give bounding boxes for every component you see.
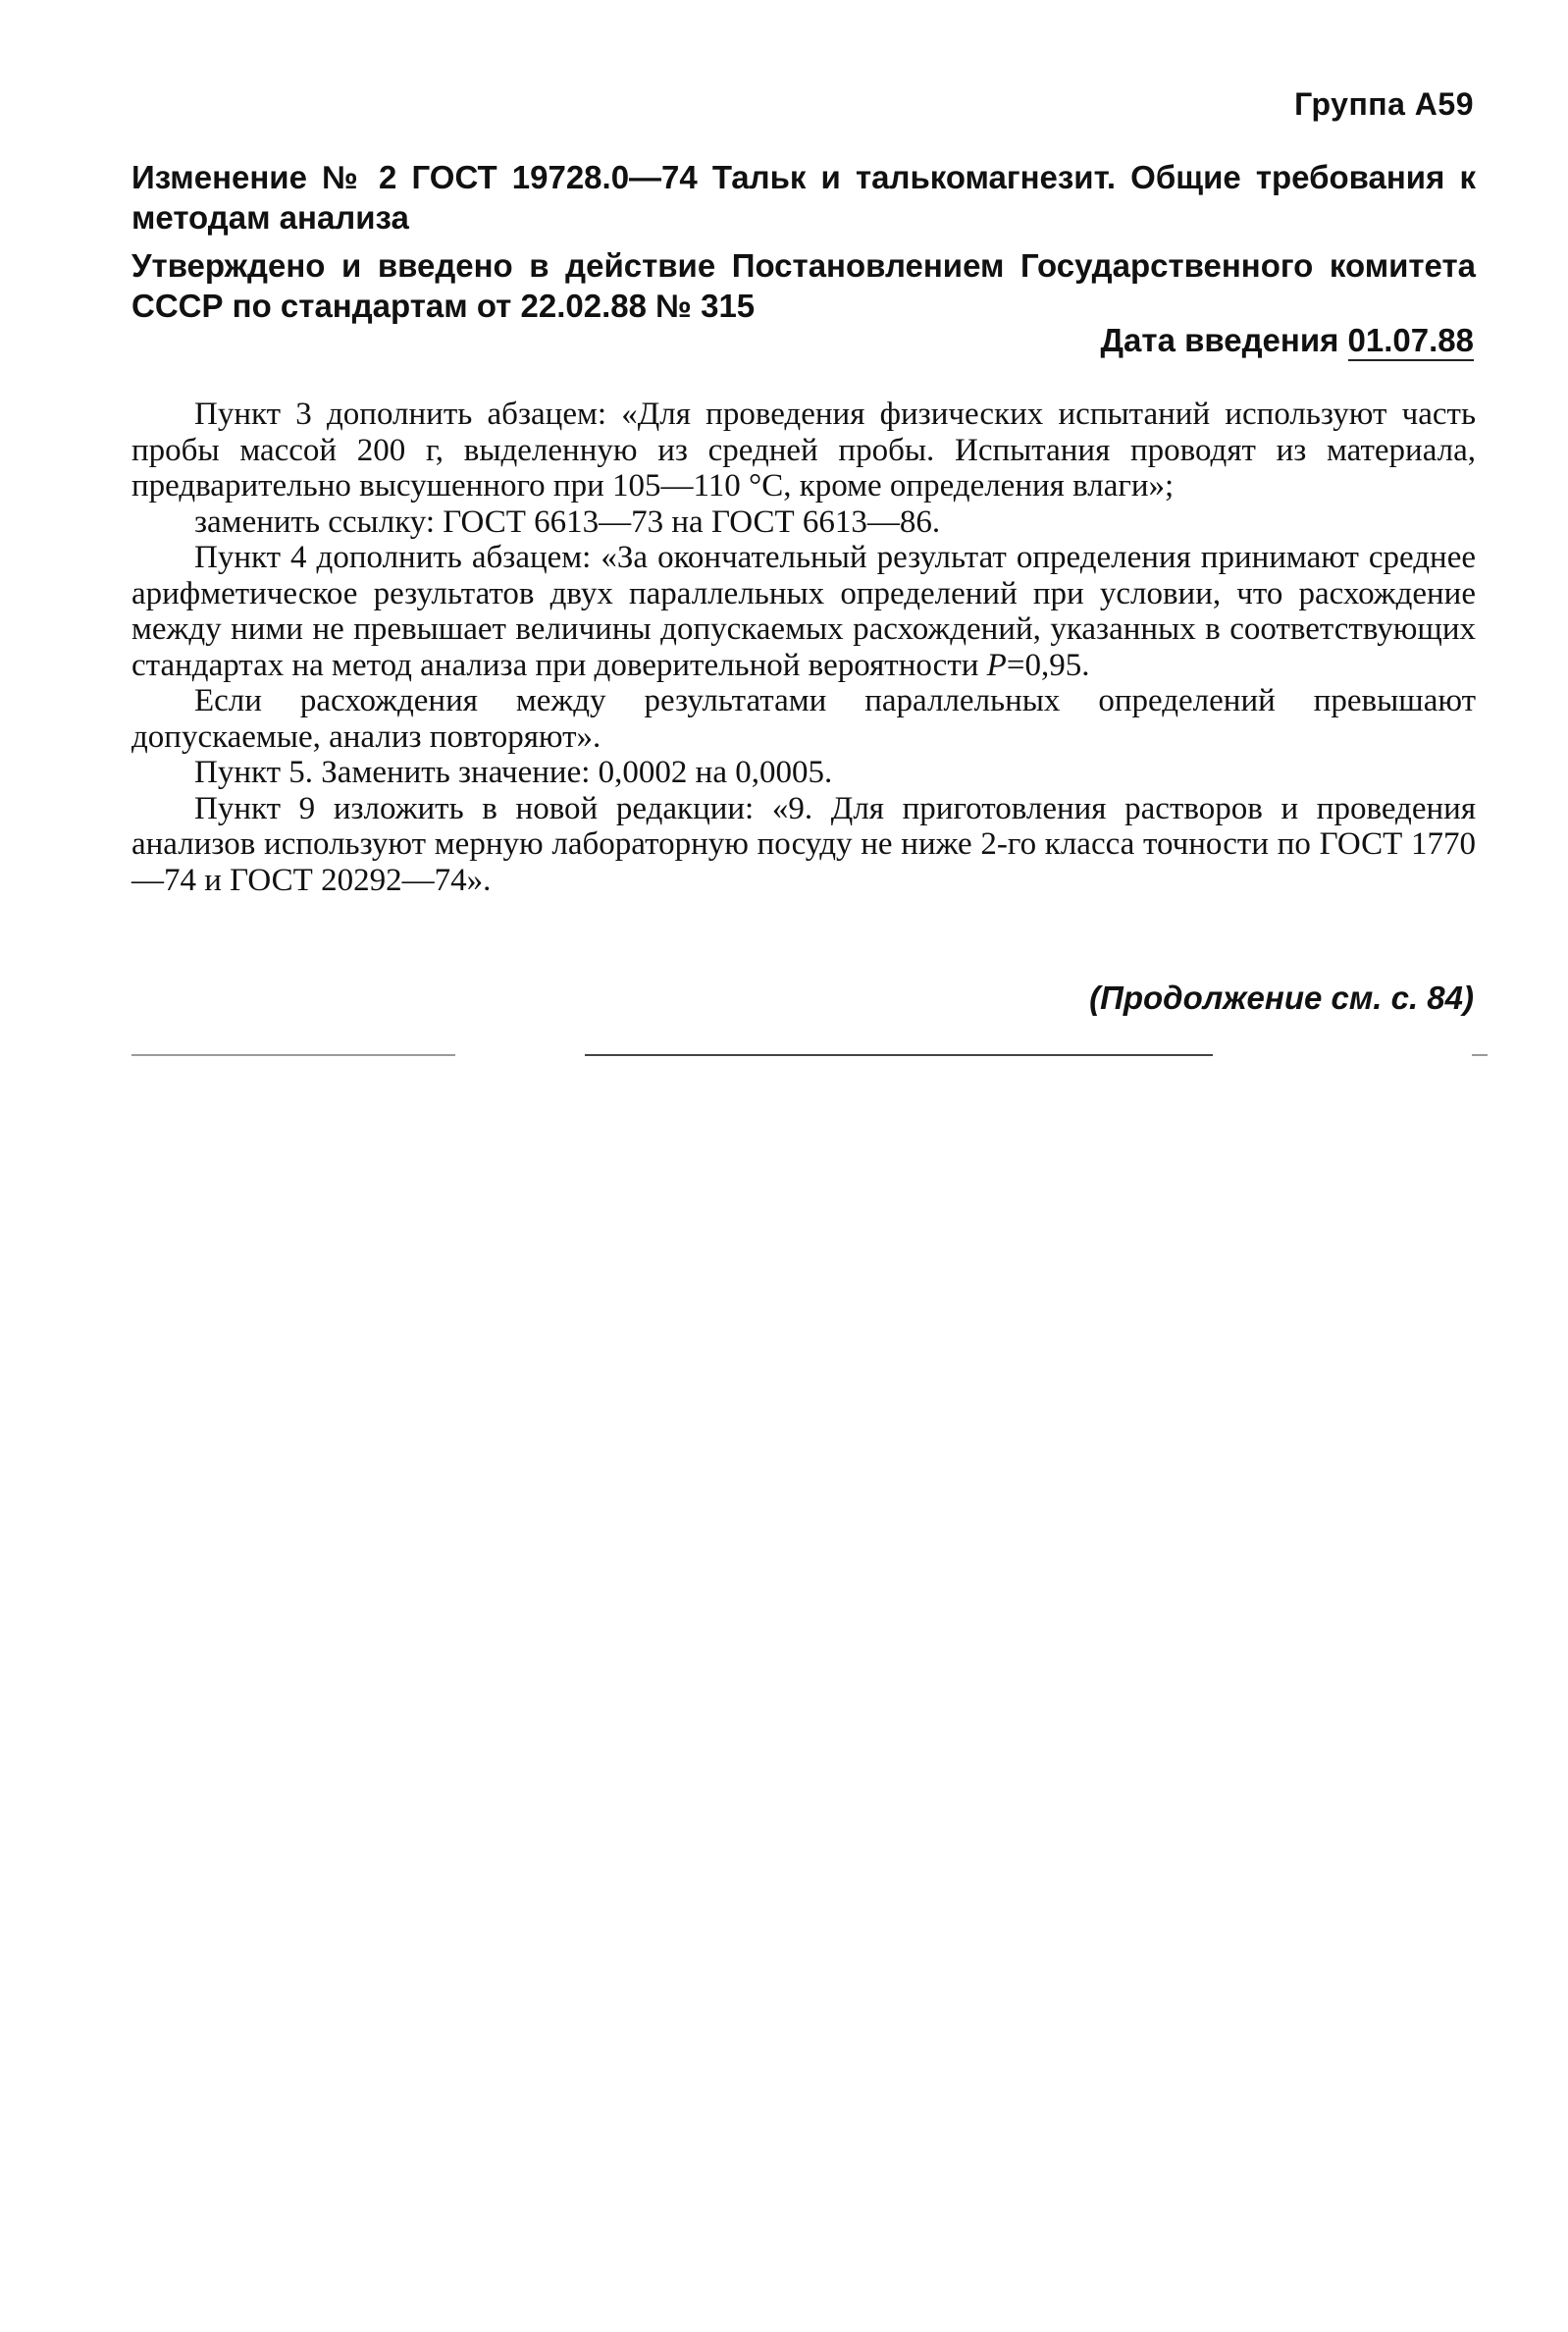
- paragraph-item-5: Пункт 5. Заменить значение: 0,0002 на 0,0005.: [194, 755, 833, 790]
- paragraph-repeat-analysis: Если расхождения между результатами параллельных определений превышают допускаемые, анализ повторяют».: [131, 683, 1476, 755]
- probability-value: =0,95.: [1006, 647, 1090, 683]
- introduction-date: [1101, 322, 1474, 359]
- continuation-note: (Продолжение см. с. 84): [1089, 980, 1474, 1016]
- probability-variable: P: [986, 647, 1007, 683]
- paragraph-item-4: [131, 540, 1476, 683]
- paragraph-gost-reference: заменить ссылку: ГОСТ 6613—73 на ГОСТ 6613—86.: [194, 504, 941, 540]
- approval-statement: Утверждено и введено в действие Постановлением Государственного комитета СССР по стандартам от 22.02.88 № 315: [131, 247, 1476, 324]
- document-body: [131, 397, 1476, 898]
- separator-line: [131, 1054, 455, 1056]
- separator-line: [585, 1054, 1213, 1056]
- group-code: Группа А59: [1294, 86, 1474, 122]
- introduction-date-label: Дата введения: [1100, 322, 1348, 358]
- paragraph-item-9: Пункт 9 изложить в новой редакции: «9. Для приготовления растворов и проведения анализов используют мерную лабораторную посуду не ниже 2-го класса точности по ГОСТ 1770—74 и ГОСТ 20292—74».: [131, 790, 1476, 898]
- introduction-date-value: 01.07.88: [1348, 322, 1474, 361]
- paragraph-item-4-text: Пункт 4 дополнить абзацем: «За окончательный результат определения принимают среднее арифметическое результатов двух параллельных определений при условии, что расхождение между ними не превышает величины допускаемых расхождений, указанных в соответствующих стандартах на метод анализа при доверительной вероятности: [131, 540, 1476, 683]
- paragraph-item-3: Пункт 3 дополнить абзацем: «Для проведения физических испытаний используют часть пробы массой 200 г, выделенную из средней пробы. Испытания проводят из материала, предварительно высушенного при 105—110 °С, кроме определения влаги»;: [131, 397, 1476, 504]
- change-title: Изменение № 2 ГОСТ 19728.0—74 Тальк и талькомагнезит. Общие требования к методам анализа: [131, 159, 1476, 236]
- separator-line: [1472, 1054, 1488, 1056]
